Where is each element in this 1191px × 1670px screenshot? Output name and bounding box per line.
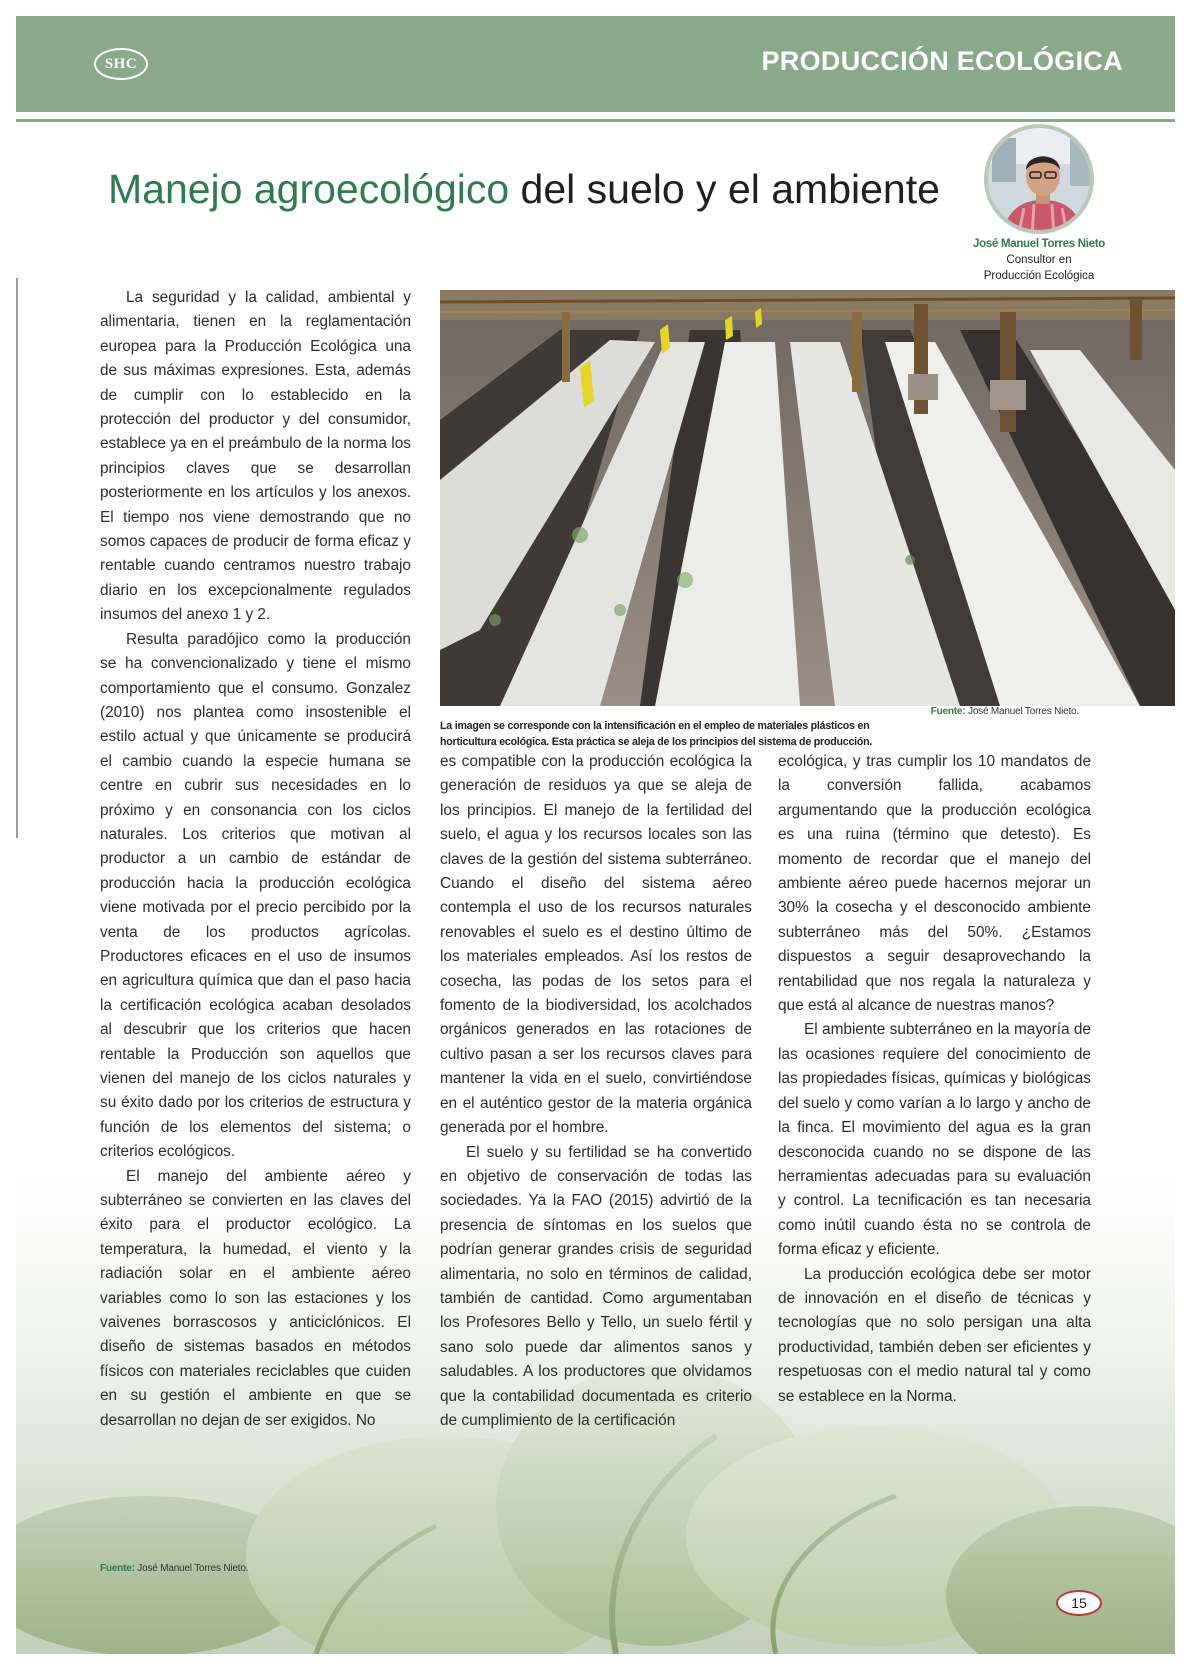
article-column-1: [100, 286, 411, 1433]
left-margin-rule: [16, 278, 18, 838]
article-title-rest: del suelo y el ambiente: [509, 166, 940, 212]
greenhouse-rows-image: [440, 290, 1175, 706]
author-portrait-image: [988, 128, 1094, 234]
author-name: José Manuel Torres Nieto: [973, 238, 1105, 250]
author-avatar: [984, 124, 1094, 234]
article-column-3: [778, 750, 1091, 1409]
article-title: [108, 166, 940, 213]
paragraph: Resulta paradójico como la producción se ha convencionalizado y tiene el mismo comportamiento que el consumo. Gonzalez (2010) nos plantea como insostenible el estilo actual y que únicamente se producirá el cambio cuando la especie humana se centre en cubrir sus necesidades en lo próximo y en consonancia con los ciclos naturales. Los criterios que motivan al productor a un cambio de estándar de producción hacia la producción ecológica viene motivada por el precio percibido por la venta de los productos agrícolas. Productores eficaces en el uso de insumos en agricultura química que dan el paso hacia la certificación ecológica acaban desolados al descubrir que los criterios que hacen rentable la Producción son aquellos que vienen del manejo de los ciclos naturales y su éxito dado por los criterios de estructura y función de los elementos del sistema; o criterios ecológicos.: [100, 630, 411, 1161]
paragraph: El manejo del ambiente aéreo y subterráneo se convierten en las claves del éxito para el productor ecológico. La temperatura, la humedad, el viento y la radiación solar en el ambiente aéreo variables como lo son las estaciones y los vaivenes borrascosos y anticiclónicos. El diseño de sistemas basados en métodos físicos con materiales reciclables que cuiden en su gestión el ambiente en que se desarrollan no dejan de ser exigidos. No: [100, 1167, 411, 1429]
author-role-line-2: Producción Ecológica: [983, 270, 1095, 282]
photo-source: Fuente: José Manuel Torres Nieto.: [930, 706, 1079, 717]
author-role-line-1: Consultor en: [1006, 254, 1072, 266]
photo-caption: La imagen se corresponde con la intensificación en el empleo de materiales plásticos en horticultura ecológica. Esta práctica se aleja de los principios del sistema de producción.: [440, 720, 873, 748]
background-photo-source: Fuente: José Manuel Torres Nieto.: [100, 1563, 249, 1574]
paragraph: es compatible con la producción ecológica la generación de residuos ya que se aleja de los principios. El manejo de la fertilidad del suelo, el agua y los recursos locales son las claves de la gestión del sistema subterráneo. Cuando el diseño del sistema aéreo contempla el uso de los recursos naturales renovables el suelo es el destino último de los materiales empleados. Así los restos de cosecha, las podas de los setos para el fomento de la biodiversidad, los acolchados orgánicos generados en las rotaciones de cultivo pasan a ser los recursos claves para mantener la vida en el suelo, convirtiéndose en el auténtico gestor de la materia orgánica generada por el hombre.: [440, 753, 752, 1137]
shc-logo: SHC: [94, 48, 148, 80]
article-title-accent: Manejo agroecológico: [108, 166, 510, 212]
article-column-2: [440, 750, 752, 1433]
header-divider: [16, 119, 1175, 122]
magazine-page: [16, 16, 1175, 1654]
paragraph: El ambiente subterráneo en la mayoría de las ocasiones requiere del conocimiento de las propiedades físicas, químicas y biológicas del suelo y como varían a lo largo y ancho de la finca. El movimiento del agua es la gran desconocida cuando no se dispone de las herramientas adecuadas para su evaluación y control. La tecnificación es tan necesaria como inútil cuando ésta no se controla de forma eficaz y eficiente.: [778, 1021, 1091, 1259]
paragraph: La seguridad y la calidad, ambiental y alimentaria, tienen en la reglamentación europea para la Producción Ecológica una de sus máximas expresiones. Esta, además de cumplir con lo establecido en la protección del productor y del consumidor, establece ya en el preámbulo de la norma los principios claves que se desarrollan posteriormente en los artículos y los anexos. El tiempo nos viene demostrando que no somos capaces de producir de forma eficaz y rentable cuando centramos nuestro trabajo diario en los excepcionalmente regulados insumos del anexo 1 y 2.: [100, 289, 411, 624]
author-block: [962, 236, 1116, 284]
paragraph: El suelo y su fertilidad se ha convertido en objetivo de conservación de todas las sociedades. Ya la FAO (2015) advirtió de la presencia de síntomas en los suelos que podrían generar grandes crisis de seguridad alimentaria, no solo en términos de calidad, también de cantidad. Como argumentaban los Profesores Bello y Tello, un suelo fértil y sano solo puede dar alimentos sanos y saludables. A los productores que olvidamos que la contabilidad documentada es criterio de cumplimiento de la certificación: [440, 1143, 752, 1429]
section-title: PRODUCCIÓN ECOLÓGICA: [761, 46, 1123, 76]
paragraph: ecológica, y tras cumplir los 10 mandatos de la conversión fallida, acabamos argumentando que la producción ecológica es una ruina (término que detesto). Es momento de recordar que el manejo del ambiente aéreo puede hacernos mejorar un 30% la cosecha y el desconocido ambiente subterráneo más del 50%. ¿Estamos dispuestos a seguir desaprovechando la rentabilidad que nos regala la naturaleza y que está al alcance de nuestras manos?: [778, 753, 1091, 1015]
page-number: 15: [1056, 1590, 1102, 1616]
greenhouse-photo: [440, 290, 1175, 706]
header-bar: [16, 16, 1175, 112]
paragraph: La producción ecológica debe ser motor de innovación en el diseño de técnicas y tecnologías que no solo persigan una alta productividad, también deben ser eficientes y respetuosas con el medio natural tal y como se establece en la Norma.: [778, 1265, 1091, 1405]
